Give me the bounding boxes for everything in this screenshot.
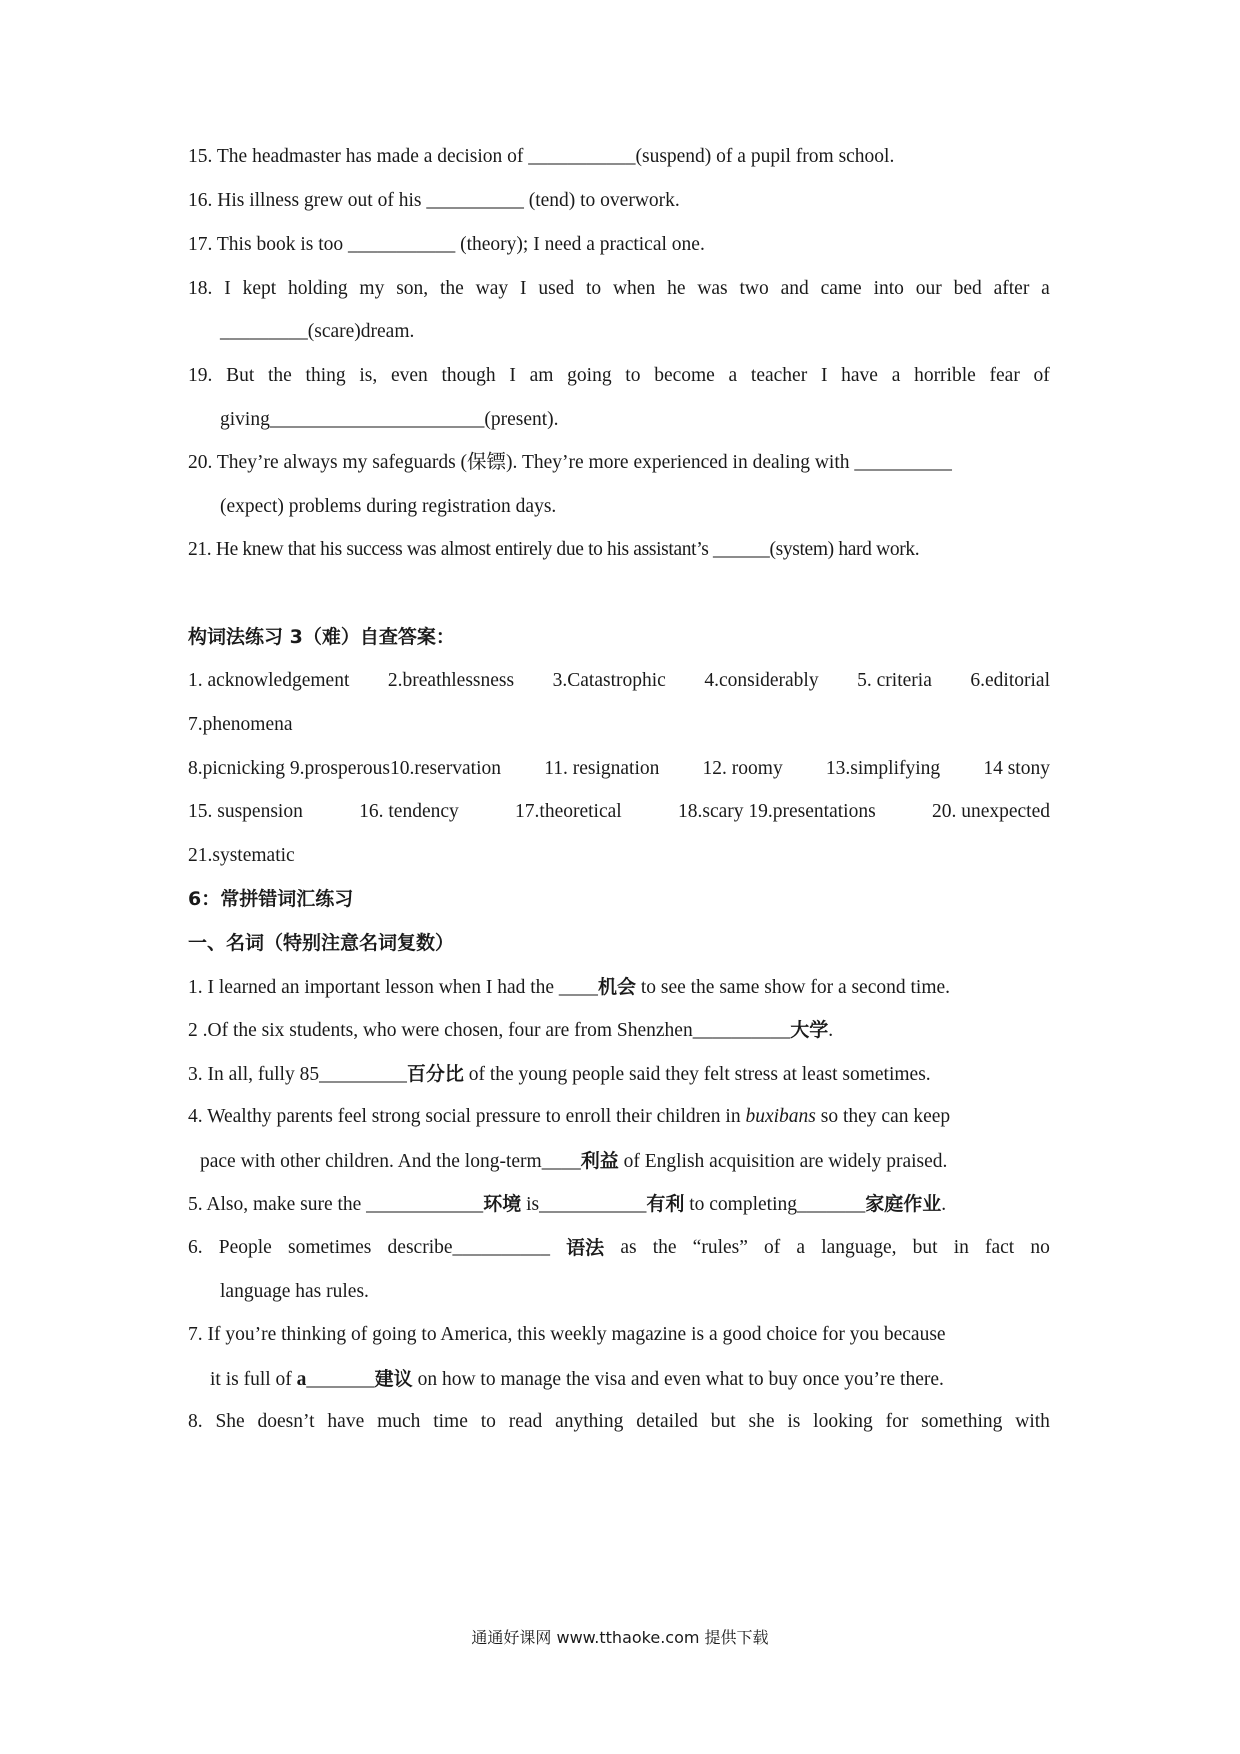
line-segment: to <box>625 365 641 386</box>
answers-row-5: 21.systematic <box>188 845 295 866</box>
hint-chinese: 大学 <box>790 1019 829 1041</box>
line-segment: was <box>697 278 728 299</box>
line-segment: 6.editorial <box>970 670 1050 691</box>
section-6-subheading: 一、名词（特别注意名词复数） <box>188 932 455 954</box>
answers-row-2: 7.phenomena <box>188 714 293 735</box>
noun-question-6-line-2: language has rules. <box>220 1281 369 1302</box>
line-segment: 8. <box>188 1411 203 1432</box>
line-segment: came <box>820 278 862 299</box>
line-segment: when <box>612 278 656 299</box>
line-segment: a <box>728 365 738 386</box>
line-segment: but <box>912 1237 938 1258</box>
noun-question-8-line-1 <box>188 1409 1050 1435</box>
question-18-line-2: _________(scare)dream. <box>220 321 415 342</box>
line-segment: though <box>441 365 496 386</box>
question-20-line-1: 20. They’re always my safeguards (保镖). They’re more experienced in dealing with __________ <box>188 452 952 473</box>
line-segment: 11. resignation <box>544 758 660 779</box>
line-segment: son, <box>396 278 429 299</box>
line-segment: horrible <box>914 365 976 386</box>
line-segment: 6. <box>188 1237 203 1258</box>
hint-chinese: 机会 <box>597 976 636 998</box>
question-21: 21. He knew that his success was almost entirely due to his assistant’s ______(system) hard work. <box>188 539 920 560</box>
line-segment: 4.considerably <box>704 670 819 691</box>
answers-row-4 <box>188 799 1050 825</box>
line-segment: two <box>739 278 769 299</box>
hint-chinese: 利益 <box>580 1150 619 1172</box>
line-segment: kept <box>242 278 277 299</box>
line-segment: way <box>475 278 509 299</box>
line-segment: 12. roomy <box>702 758 783 779</box>
line-segment: time <box>433 1411 468 1432</box>
line-segment: 14 stony <box>983 758 1050 779</box>
line-segment: for <box>885 1411 909 1432</box>
noun-question-4-line-1: 4. Wealthy parents feel strong social pressure to enroll their children in buxibans so they can keep <box>188 1106 951 1127</box>
line-segment: language, <box>821 1237 897 1258</box>
question-18-line-1 <box>188 276 1050 302</box>
line-segment: anything <box>555 1411 624 1432</box>
line-segment: in <box>953 1237 969 1258</box>
line-segment: is <box>787 1411 801 1432</box>
line-segment: with <box>1015 1411 1050 1432</box>
question-20-line-2: (expect) problems during registration days. <box>220 496 557 517</box>
hint-chinese: 家庭作业 <box>865 1193 942 1215</box>
line-segment: “rules” <box>692 1237 748 1258</box>
line-segment: my <box>359 278 385 299</box>
question-15: 15. The headmaster has made a decision of ___________(suspend) of a pupil from school. <box>188 146 895 167</box>
line-segment: a <box>1041 278 1050 299</box>
answers-row-3 <box>188 756 1050 782</box>
question-17: 17. This book is too ___________ (theory); I need a practical one. <box>188 234 705 255</box>
noun-question-1: 1. I learned an important lesson when I had the ____机会 to see the same show for a second time. <box>188 976 951 998</box>
line-segment: I <box>509 365 516 386</box>
noun-question-7-line-1: 7. If you’re thinking of going to America, this weekly magazine is a good choice for you because <box>188 1324 946 1345</box>
line-segment: the <box>440 278 464 299</box>
line-segment: 13.simplifying <box>825 758 941 779</box>
line-segment: even <box>390 365 428 386</box>
answers-heading: 构词法练习 3（难）自查答案： <box>188 626 455 648</box>
line-segment: bed <box>953 278 982 299</box>
hint-chinese: 有利 <box>646 1193 685 1215</box>
question-16: 16. His illness grew out of his __________ (tend) to overwork. <box>188 190 680 211</box>
line-segment: into <box>873 278 904 299</box>
line-segment: She <box>215 1411 245 1432</box>
footer-download-note: 通通好课网 www.tthaoke.com 提供下载 <box>471 1628 769 1647</box>
line-segment: thing <box>305 365 346 386</box>
line-segment: teacher <box>750 365 808 386</box>
line-segment: am <box>529 365 554 386</box>
line-segment: have <box>841 365 878 386</box>
noun-question-2: 2 .Of the six students, who were chosen, four are from Shenzhen__________大学. <box>188 1019 834 1041</box>
hint-chinese: 语法 <box>566 1237 605 1259</box>
line-segment: holding <box>287 278 348 299</box>
question-19-line-2: giving______________________(present). <box>220 409 559 430</box>
line-segment: is, <box>359 365 378 386</box>
noun-question-3: 3. In all, fully 85_________百分比 of the young people said they felt stress at least sometimes. <box>188 1063 931 1085</box>
line-segment: 8.picnicking 9.prosperous10.reservation <box>188 758 502 779</box>
line-segment: looking <box>813 1411 873 1432</box>
line-segment: fact <box>985 1237 1015 1258</box>
line-segment: fear <box>989 365 1020 386</box>
line-segment: 16. tendency <box>359 801 459 822</box>
noun-question-5: 5. Also, make sure the ____________环境 is___________有利 to completing_______家庭作业. <box>188 1193 947 1215</box>
line-segment: 19. <box>188 365 213 386</box>
line-segment: something <box>921 1411 1003 1432</box>
line-segment: I <box>820 365 828 386</box>
line-segment: a <box>796 1237 806 1258</box>
line-segment: 18.scary 19.presentations <box>678 801 876 822</box>
noun-question-6-line-1 <box>188 1235 1050 1261</box>
line-segment: and <box>780 278 809 299</box>
line-segment: our <box>915 278 942 299</box>
hint-chinese: 环境 <box>483 1193 522 1215</box>
line-segment: the <box>652 1237 677 1258</box>
answers-row-1 <box>188 668 1050 694</box>
line-segment: I <box>520 278 527 299</box>
line-segment: doesn’t <box>257 1411 315 1432</box>
line-segment: he <box>667 278 686 299</box>
hint-chinese: 建议 <box>374 1368 413 1390</box>
hint-chinese: 百分比 <box>406 1063 464 1085</box>
line-segment: 20. unexpected <box>931 801 1050 822</box>
line-segment: become <box>654 365 715 386</box>
line-segment: the <box>268 365 292 386</box>
line-segment: 18. <box>188 278 213 299</box>
noun-question-4-line-2: pace with other children. And the long-term____利益 of English acquisition are widely praised. <box>200 1150 948 1172</box>
line-segment: have <box>327 1411 365 1432</box>
line-segment: sometimes <box>287 1237 372 1258</box>
line-segment: 1. acknowledgement <box>188 670 350 691</box>
line-segment: as <box>620 1237 637 1258</box>
line-segment: going <box>567 365 612 386</box>
line-segment: 15. suspension <box>188 801 303 822</box>
line-segment: of <box>764 1237 781 1258</box>
line-segment: 17.theoretical <box>515 801 622 822</box>
line-segment: read <box>508 1411 543 1432</box>
line-segment: no <box>1030 1237 1050 1258</box>
line-segment: describe__________ <box>387 1237 551 1258</box>
line-segment: used <box>538 278 575 299</box>
line-segment: a <box>891 365 901 386</box>
line-segment: I <box>224 278 231 299</box>
line-segment: to <box>585 278 602 299</box>
line-segment: to <box>480 1411 496 1432</box>
line-segment: But <box>226 365 255 386</box>
line-segment: after <box>993 278 1030 299</box>
line-segment: of <box>1033 365 1050 386</box>
question-19-line-1 <box>188 363 1050 389</box>
line-segment: People <box>218 1237 272 1258</box>
line-segment: but <box>710 1411 736 1432</box>
line-segment: detailed <box>636 1411 698 1432</box>
line-segment: much <box>377 1411 421 1432</box>
line-segment: 2.breathlessness <box>387 670 515 691</box>
line-segment: she <box>748 1411 775 1432</box>
noun-question-7-line-2: it is full of a_______建议 on how to manage the visa and even what to buy once you’re there. <box>210 1368 944 1390</box>
line-segment: 3.Catastrophic <box>552 670 666 691</box>
section-6-heading: 6：常拼错词汇练习 <box>188 888 354 910</box>
line-segment: 5. criteria <box>857 670 932 691</box>
